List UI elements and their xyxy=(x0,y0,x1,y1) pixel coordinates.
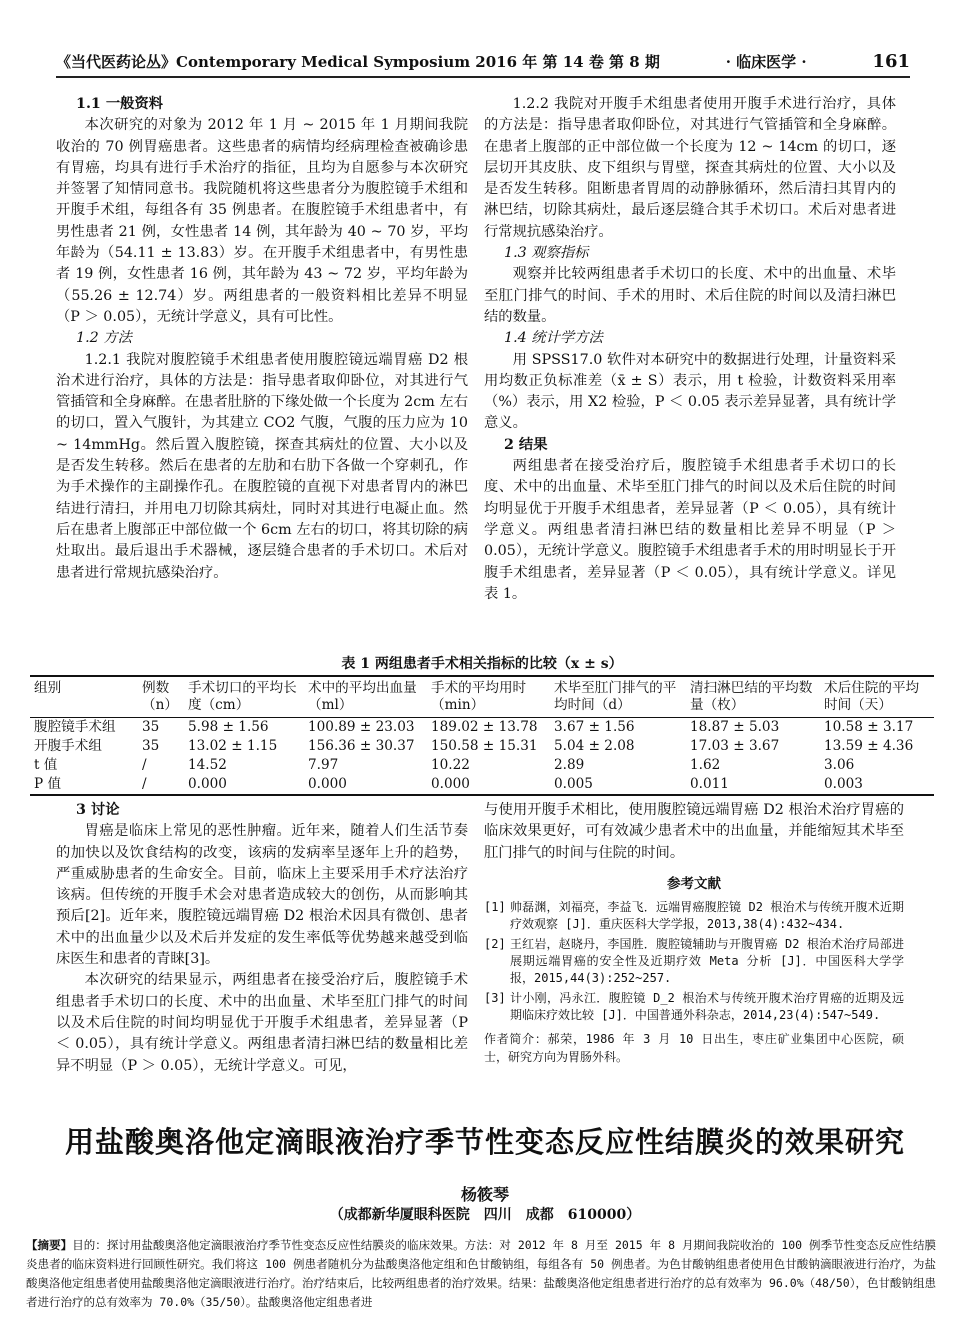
article-affiliation: （成都新华厦眼科医院 四川 成都 610000） xyxy=(329,1207,641,1223)
reference-number: [1] xyxy=(484,900,506,915)
column-header: 术中的平均出血量（ml） xyxy=(304,676,427,718)
table-cell: 189.02 ± 13.78 xyxy=(431,719,538,735)
table-row xyxy=(30,775,934,795)
table-cell: 18.87 ± 5.03 xyxy=(690,719,780,735)
table-cell: 100.89 ± 23.03 xyxy=(308,719,415,735)
table-cell: 14.52 xyxy=(188,757,227,773)
table-cell: P 值 xyxy=(30,775,138,795)
table-row xyxy=(30,737,934,756)
abstract-text: 目的：探讨用盐酸奥洛他定滴眼液治疗季节性变态反应性结膜炎的临床效果。方法：对 2012 年 8 月至 2015 年 8 月期间我院收治的 100 例季节性变态反应性结膜炎患者的临床资料进行回顾性研究。我们将这 100 例患者随机分为盐酸奥洛他定组和色甘酸钠组，每组各有 50 例患者。为色甘酸钠组患者使用色甘酸钠滴眼液进行治疗，为盐酸奥洛他定组患者使用盐酸奥洛他定滴眼液进行治疗。治疗结束后，比较两组患者的治疗效果。结果：盐酸奥洛他定组患者进行治疗的总有效率为 96.0%（48/50），色甘酸钠组患者进行治疗的总有效率为 70.0%（35/50）。盐酸奥洛他定组患者进 xyxy=(26,1238,936,1309)
body-paragraph: 本次研究的结果显示，两组患者在接受治疗后，腹腔镜手术组患者手术切口的长度、术中的出血量、术毕至肛门排气的时间以及术后住院的时间均明显优于开腹手术组患者，差异显著（P ＜ 0.05），具有统计学意义。两组患者清扫淋巴结的数量相比差异不明显（P ＞ 0.05），无统计学意义。可见， xyxy=(56,972,468,1074)
reference-text: 王红岩，赵晓丹，李国胜．腹腔镜辅助与开腹胃癌 D2 根治术治疗局部进展期远端胃癌的安全性及近期疗效 Meta 分析 [J]．中国医科大学学报，2015,44(3):252~257. xyxy=(510,937,904,986)
left-column xyxy=(56,94,468,584)
body-paragraph: 用 SPSS17.0 软件对本研究中的数据进行处理，计量资料采用均数正负标准差（x̄ ± S）表示，用 t 检验，计数资料采用率（%）表示，用 X2 检验，P ＜ 0.05 表示差异显著，具有统计学意义。 xyxy=(484,351,896,432)
author-note: 作者简介：郝荣，1986 年 3 月 10 日出生，枣庄矿业集团中心医院，硕士，研究方向为胃肠外科。 xyxy=(484,1032,904,1065)
running-header xyxy=(56,46,910,78)
reference-item xyxy=(484,899,904,933)
table-cell: 0.000 xyxy=(184,775,304,795)
page-number: 161 xyxy=(872,50,910,72)
column-header: 手术切口的平均长度（cm） xyxy=(184,676,304,718)
reference-list xyxy=(484,899,904,1024)
table-cell: 17.03 ± 3.67 xyxy=(690,738,780,754)
reference-text: 帅磊渊，刘福亮，李益飞．远端胃癌腹腔镜 D2 根治术与传统开腹术近期疗效观察 [J]．重庆医科大学学报，2013,38(4):432~434. xyxy=(510,900,904,932)
table-cell: t 值 xyxy=(34,757,58,773)
table-cell: 0.011 xyxy=(686,775,820,795)
body-paragraph: 1.2.1 我院对腹腔镜手术组患者使用腹腔镜远端胃癌 D2 根治术进行治疗，具体的方法是：指导患者取仰卧位，对其进行气管插管和全身麻醉。在患者肚脐的下缘处做一个长度为 2cm 左右的切口，置入气腹针，为其建立 CO2 气腹，气腹的压力应为 10 ~ 14mmHg。然后置入腹腔镜，探查其病灶的位置、大小以及是否发生转移。然后在患者的左肋和右肋下各做一个穿刺孔，作为手术操作的主副操作孔。在腹腔镜的直视下对患者胃内的淋巴结进行清扫，并用电刀切除其病灶，同时对其进行电凝止血。然后在患者上腹部正中部位做一个 6cm 左右的切口，将其切除的病灶取出。最后退出手术器械，逐层缝合患者的手术切口。术后对患者进行常规抗感染治疗。 xyxy=(56,351,468,581)
section-heading: 1.1 一般资料 xyxy=(76,96,164,112)
table-cell: 13.59 ± 4.36 xyxy=(824,738,914,754)
column-header: 清扫淋巴结的平均数量（枚） xyxy=(686,676,820,718)
table-cell: 10.58 ± 3.17 xyxy=(824,719,914,735)
abstract xyxy=(26,1236,936,1312)
body-paragraph: 两组患者在接受治疗后，腹腔镜手术组患者手术切口的长度、术中的出血量、术毕至肛门排气的时间以及术后住院的时间均明显优于开腹手术组患者，差异显著（P ＜ 0.05），具有统计学意义。两组患者清扫淋巴结的数量相比差异不明显（P ＞ 0.05），无统计学意义。腹腔镜手术组患者手术的用时明显长于开腹手术组患者，差异显著（P ＜ 0.05），具有统计学意义。详见表 1。 xyxy=(484,458,896,602)
table-cell: 35 xyxy=(142,719,160,735)
body-paragraph: 胃癌是临床上常见的恶性肿瘤。近年来，随着人们生活节奏的加快以及饮食结构的改变，该病的发病率呈逐年上升的趋势，严重威胁患者的生命安全。目前，临床上主要采用手术疗法治疗该病。但传统的开腹手术会对患者造成较大的创伤，从而影响其预后[2]。近年来，腹腔镜远端胃癌 D2 根治术因具有微创、患者术中的出血量少以及术后并发症的发生率低等优势越来越受到临床医生和患者的青睐[3]。 xyxy=(56,823,468,968)
section-heading: 2 结果 xyxy=(504,436,548,453)
reference-item xyxy=(484,990,904,1024)
results-table xyxy=(30,675,934,796)
abstract-label: 【摘要】 xyxy=(26,1238,73,1252)
table-cell: 2.89 xyxy=(554,757,585,773)
body-paragraph: 与使用开腹手术相比，使用腹腔镜远端胃癌 D2 根治术治疗胃癌的临床效果更好，可有效减少患者术中的出血量，并能缩短其术毕至肛门排气的时间与住院的时间。 xyxy=(484,802,904,861)
table-cell: 35 xyxy=(142,738,160,754)
table-cell: 0.000 xyxy=(427,775,550,795)
reference-text: 计小刚，冯永江．腹腔镜 D_2 根治术与传统开腹术治疗胃癌的近期及远期临床疗效比较 [J]．中国普通外科杂志，2014,23(4):547~549. xyxy=(510,991,904,1023)
table-cell: 150.58 ± 15.31 xyxy=(431,738,538,754)
results-table-block xyxy=(30,653,934,796)
table-cell: 0.000 xyxy=(304,775,427,795)
table-cell: 10.22 xyxy=(431,757,470,773)
section-label: · 临床医学 · xyxy=(725,52,807,71)
column-header: 例数（n） xyxy=(138,676,184,718)
reference-number: [2] xyxy=(484,937,506,952)
section-heading: 3 讨论 xyxy=(76,802,120,818)
table-cell: 开腹手术组 xyxy=(34,738,102,754)
table-cell: / xyxy=(142,757,147,773)
table-cell: 3.06 xyxy=(824,757,855,773)
references-title: 参考文献 xyxy=(667,875,721,892)
table-cell: 1.62 xyxy=(690,757,721,773)
body-paragraph: 观察并比较两组患者手术切口的长度、术中的出血量、术毕至肛门排气的时间、手术的用时、术后住院的时间以及清扫淋巴结的数量。 xyxy=(484,266,896,325)
table-cell: 腹腔镜手术组 xyxy=(34,719,116,735)
journal-name: 《当代医药论丛》Contemporary Medical Symposium 2016 年 第 14 卷 第 8 期 xyxy=(56,52,660,71)
article-author: 杨筱琴 xyxy=(460,1185,509,1204)
table-cell: 5.98 ± 1.56 xyxy=(188,719,269,735)
section-heading: 1.3 观察指标 xyxy=(504,245,589,262)
table-row xyxy=(30,756,934,775)
section-heading: 1.4 统计学方法 xyxy=(504,330,603,347)
body-paragraph: 1.2.2 我院对开腹手术组患者使用开腹手术进行治疗，具体的方法是：指导患者取仰卧位，对其进行气管插管和全身麻醉。在患者上腹部的正中部位做一个长度为 12 ~ 14cm 的切口，逐层切开其皮肤、皮下组织与胃壁，探查其病灶的位置、大小以及是否发生转移。阻断患者胃周的动静脉循环，然后清扫其胃内的淋巴结，切除其病灶，最后逐层缝合其手术切口。术后对患者进行常规抗感染治疗。 xyxy=(484,96,896,240)
discussion-column xyxy=(56,800,468,1077)
table-cell: 7.97 xyxy=(308,757,339,773)
table-cell: 0.005 xyxy=(550,775,686,795)
column-header: 术毕至肛门排气的平均时间（d） xyxy=(550,676,686,718)
reference-number: [3] xyxy=(484,991,506,1006)
table-header-row xyxy=(30,676,934,718)
article-title: 用盐酸奥洛他定滴眼液治疗季节性变态反应性结膜炎的效果研究 xyxy=(64,1125,905,1159)
column-header: 手术的平均用时（min） xyxy=(427,676,550,718)
table-cell: 13.02 ± 1.15 xyxy=(188,738,278,754)
table-caption: 表 1 两组患者手术相关指标的比较（x ± s） xyxy=(341,656,623,672)
references-column xyxy=(484,800,904,1066)
right-column xyxy=(484,94,896,605)
table-cell: / xyxy=(138,775,184,795)
column-header: 术后住院的平均时间（天） xyxy=(820,676,934,718)
table-cell: 0.003 xyxy=(820,775,934,795)
section-heading: 1.2 方法 xyxy=(76,330,132,347)
reference-item xyxy=(484,936,904,987)
table-cell: 156.36 ± 30.37 xyxy=(308,738,415,754)
table-cell: 5.04 ± 2.08 xyxy=(554,738,635,754)
body-paragraph: 本次研究的对象为 2012 年 1 月 ~ 2015 年 1 月期间我院收治的 70 例胃癌患者。这些患者的病情均经病理检查被确诊患有胃癌，均具有进行手术治疗的指征，且均为自愿参与本次研究并签署了知情同意书。我院随机将这些患者分为腹腔镜手术组和开腹手术组，每组各有 35 例患者。在腹腔镜手术组患者中，有男性患者 21 例，女性患者 14 例，其年龄为 40 ~ 70 岁，平均年龄为（54.11 ± 13.83）岁。在开腹手术组患者中，有男性患者 19 例，女性患者 16 例，其年龄为 43 ~ 72 岁，平均年龄为（55.26 ± 12.74）岁。两组患者的一般资料相比差异不明显（P ＞ 0.05），无统计学意义，具有可比性。 xyxy=(56,117,468,325)
column-header: 组别 xyxy=(30,676,138,718)
table-cell: 3.67 ± 1.56 xyxy=(554,719,635,735)
table-row xyxy=(30,718,934,738)
